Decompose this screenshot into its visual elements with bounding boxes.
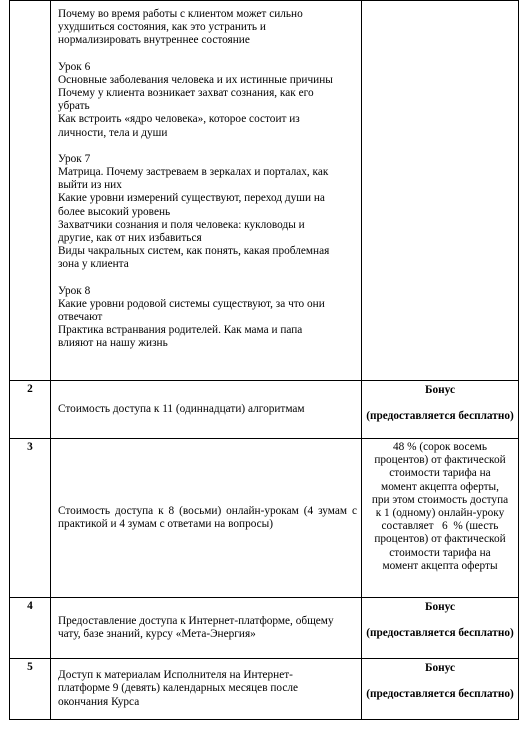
bonus-cell: [362, 659, 519, 720]
bonus-note: (предоставляется бесплатно): [366, 627, 514, 640]
description-text: Предоставление доступа к Интернет-платформе, общему чату, базе знаний, курсу «Мета-Энергия»: [58, 614, 334, 640]
lesson-block: [58, 285, 357, 351]
description-line: Доступ к материалам Исполнителя на Интернет-: [58, 669, 293, 682]
lessons-cell: [51, 1, 362, 381]
bonus-title: Бонус: [425, 662, 455, 674]
price-line: 48 % (сорок восемь: [392, 441, 488, 453]
text-line: выйти из них: [58, 179, 122, 192]
description-text: Стоимость доступа к 11 (одиннадцати) алгоритмам: [58, 402, 305, 415]
text-line: Почему во время работы с клиентом может сильно: [58, 8, 303, 20]
text-line: личности, тела и души: [58, 126, 168, 139]
text-line: Почему у клиента возникает захват сознания, как его: [58, 87, 314, 100]
price-line: стоимости тарифа на: [389, 546, 491, 559]
bonus-title: Бонус: [425, 601, 455, 613]
description-line: окончания Курса: [58, 695, 140, 708]
text-line: Захватчики сознания и поля человека: кукловоды и: [58, 218, 305, 231]
text-line: ухудшиться состояния, как это устранить и: [58, 21, 266, 34]
description-cell: [51, 381, 362, 439]
price-cell: [362, 439, 519, 598]
row-number: 5: [10, 659, 51, 720]
row-number: 4: [10, 598, 51, 659]
text-line: Виды чакральных систем, как понять, какая проблемная: [58, 245, 330, 258]
lesson-block: [58, 153, 357, 272]
bonus-cell: [362, 598, 519, 659]
price-line: момент акцепта оферты: [382, 559, 498, 572]
description-cell: [51, 439, 362, 598]
bonus-title: Бонус: [425, 384, 455, 396]
price-line: процентов) от фактической: [374, 454, 506, 467]
text-line: отвечают: [58, 311, 103, 324]
row-number: 3: [10, 439, 51, 598]
description-cell: [51, 659, 362, 720]
lesson-block: [58, 8, 357, 48]
number-cell: [10, 1, 51, 381]
text-line: Основные заболевания человека и их истинные причины: [58, 73, 333, 86]
table-row: [10, 1, 519, 381]
price-line: составляет 6 % (шесть: [381, 520, 499, 533]
description-text: Стоимость доступа к 8 (восьми) онлайн-урокам (4 зумам с практикой и 4 зумам с ответами на вопросы): [58, 504, 357, 530]
text-line: Как встроить «ядро человека», которое состоит из: [58, 113, 300, 126]
row-number: 2: [10, 381, 51, 439]
description-line: платформе 9 (девять) календарных месяцев после: [58, 682, 298, 695]
price-line: процентов) от фактической: [374, 533, 506, 546]
text-line: Какие уровни измерений существуют, переход души на: [58, 192, 325, 205]
text-line: убрать: [58, 100, 90, 113]
text-line: зона у клиента: [58, 258, 129, 271]
text-line: другие, как от них избавиться: [58, 232, 202, 245]
bonus-note: (предоставляется бесплатно): [366, 410, 514, 423]
table-row: [10, 598, 519, 659]
text-line: нормализировать внутреннее состояние: [58, 34, 250, 47]
price-line: к 1 (одному) онлайн-уроку: [375, 507, 505, 520]
table-row: [10, 659, 519, 720]
lesson-block: [58, 61, 357, 140]
table-row: [10, 381, 519, 439]
table-row: [10, 439, 519, 598]
lesson-title: Урок 6: [58, 60, 91, 73]
description-cell: [51, 598, 362, 659]
text-line: Практика встранвания родителей. Как мама и папа: [58, 324, 303, 337]
text-line: влияют на нашу жизнь: [58, 337, 168, 350]
text-line: Матрица. Почему застреваем в зеркалах и порталах, как: [58, 166, 329, 179]
services-table: [9, 0, 519, 720]
bonus-cell: [362, 381, 519, 439]
price-cell: [362, 1, 519, 381]
text-line: Какие уровни родовой системы существуют, за что они: [58, 297, 325, 310]
lesson-title: Урок 8: [58, 284, 91, 297]
bonus-note: (предоставляется бесплатно): [366, 688, 514, 701]
text-line: более высокий уровень: [58, 205, 171, 218]
price-line: момент акцепта оферты,: [381, 480, 499, 493]
lesson-title: Урок 7: [58, 152, 91, 165]
price-line: при этом стоимость доступа: [371, 493, 509, 506]
price-line: стоимости тарифа на: [389, 467, 491, 480]
